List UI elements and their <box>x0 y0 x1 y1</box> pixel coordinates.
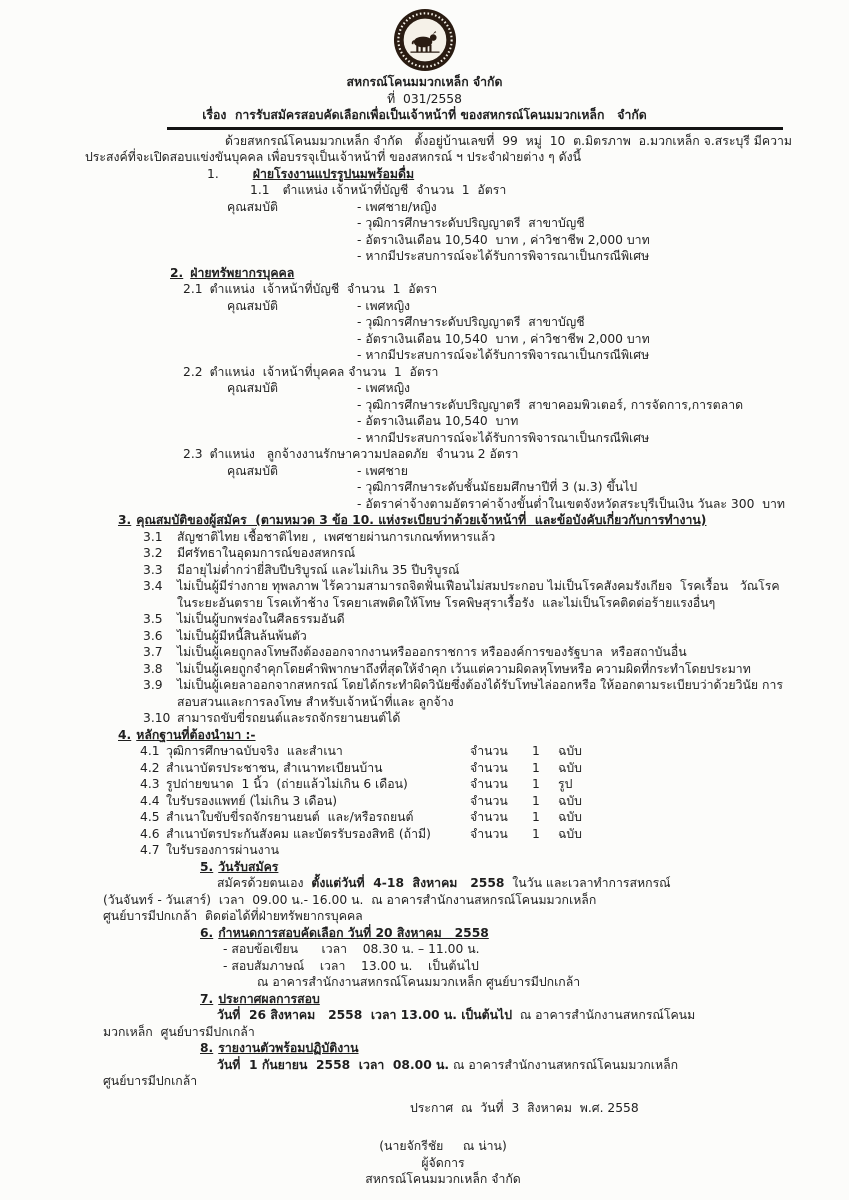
item-text: สามารถขับขี่รถยนต์และรถจักรยานยนต์ได้ <box>177 711 401 725</box>
application-hours-line: (วันจันทร์ - วันเสาร์) เวลา 09.00 น.- 16.00 น. ณ อาคารสำนักงานสหกรณ์โคนมมวกเหล็ก <box>103 892 597 907</box>
report-location-line: ศูนย์บารมีปกเกล้า <box>103 1074 198 1088</box>
item-number: 4.3 <box>140 777 160 791</box>
qualification-item: - หากมีประสบการณ์จะได้รับการพิจารณาเป็นกรณีพิเศษ <box>357 430 650 445</box>
item-text: สำเนาใบขับขี่รถจักรยานยนต์ และ/หรือรถยนต์ <box>166 810 414 824</box>
section-7-title: ประกาศผลการสอบ <box>218 991 320 1006</box>
item-number: 3.1 <box>143 529 163 544</box>
item-number: 4.6 <box>140 826 160 841</box>
item-text: ไม่เป็นผู้บกพร่องในศีลธรรมอันดี <box>177 612 345 626</box>
position-number: 2.3 <box>183 447 203 461</box>
item-number: 3.5 <box>143 612 163 626</box>
quantity-value: 1 <box>532 744 540 758</box>
item-number: 3.8 <box>143 661 163 676</box>
quantity-label: จำนวน <box>470 810 508 824</box>
item-number: 3.3 <box>143 562 163 577</box>
item-text: มีอายุไม่ต่ำกว่ายี่สิบปีบริบูรณ์ และไม่เกิน 35 ปีบริบูรณ์ <box>177 562 460 577</box>
quantity-value: 1 <box>532 826 540 841</box>
applicant-requirement <box>143 611 849 628</box>
item-number: 4.4 <box>140 793 160 808</box>
section-3-number: 3. <box>118 513 132 527</box>
item-number: 3.7 <box>143 645 163 659</box>
item-text: มีศรัทธาในอุดมการณ์ของสหกรณ์ <box>177 546 356 560</box>
text-run: ณ อาคารสำนักงานสหกรณ์โคนม <box>512 1008 696 1022</box>
position-2-2-qualifications <box>0 380 849 446</box>
signer-name: (นายจักรีชัย ณ น่าน) <box>379 1139 507 1153</box>
section-1-title: ฝ่ายโรงงานแปรรูปนมพร้อมดื่ม <box>252 166 415 181</box>
signer-organization: สหกรณ์โคนมมวกเหล็ก จำกัด <box>365 1172 521 1186</box>
section-7-number: 7. <box>200 991 214 1006</box>
position-number: 2.1 <box>183 282 203 296</box>
section-6-title: กำหนดการสอบคัดเลือก วันที่ 20 สิงหาคม 2558 <box>218 925 489 940</box>
qualification-label: คุณสมบัติ <box>227 199 279 214</box>
qualification-item: - เพศชาย/หญิง <box>357 199 437 214</box>
applicant-requirement <box>143 578 849 611</box>
quantity-label: จำนวน <box>470 826 508 841</box>
qualification-item: - อัตราค่าจ้างตามอัตราค่าจ้างขั้นต่ำในเขตจังหวัดสระบุรีเป็นเงิน วันละ 300 บาท <box>357 496 786 511</box>
cow-seal-icon <box>393 8 457 72</box>
position-number: 1.1 <box>250 183 270 197</box>
signature-block <box>318 1138 568 1188</box>
qualification-item: - อัตราเงินเดือน 10,540 บาท <box>357 414 519 428</box>
qualification-item: - หากมีประสบการณ์จะได้รับการพิจารณาเป็นกรณีพิเศษ <box>357 348 650 362</box>
section-1-number: 1. <box>207 166 219 181</box>
section-6-heading <box>200 925 849 942</box>
text-run: ในวัน และเวลาทำการสหกรณ์ <box>504 876 671 890</box>
item-number: 4.7 <box>140 843 160 857</box>
required-document-row <box>140 760 849 777</box>
qualification-item: - เพศหญิง <box>357 298 411 313</box>
item-text: สัญชาติไทย เชื้อชาติไทย , เพศชายผ่านการเกณฑ์ทหารแล้ว <box>177 529 496 544</box>
position-2-1-line <box>183 281 849 298</box>
item-text: ใบรับรองแพทย์ (ไม่เกิน 3 เดือน) <box>166 793 338 808</box>
position-title: ตำแหน่ง เจ้าหน้าที่บัญชี จำนวน 1 อัตรา <box>282 183 507 197</box>
item-number: 3.2 <box>143 546 163 560</box>
item-number: 4.1 <box>140 744 160 758</box>
item-text: สำเนาบัตรประชาชน, สำเนาทะเบียนบ้าน <box>166 760 383 775</box>
section-5-title: วันรับสมัคร <box>218 859 279 874</box>
item-text: ไม่เป็นผู้เคยถูกลงโทษถึงต้องออกจากงานหรือออกราชการ หรือองค์การของรัฐบาล หรือสถาบันอื่น <box>177 645 687 659</box>
qualification-item: - อัตราเงินเดือน 10,540 บาท , ค่าวิชาชีพ 2,000 บาท <box>357 331 650 346</box>
quantity-label: จำนวน <box>470 777 508 791</box>
required-document-row <box>140 793 849 810</box>
section-5-heading <box>200 859 849 876</box>
required-document-row <box>140 842 849 859</box>
quantity-unit: ฉบับ <box>558 744 582 758</box>
section-2-title: ฝ่ายทรัพยากรบุคคล <box>190 265 295 280</box>
exam-location-line: ณ อาคารสำนักงานสหกรณ์โคนมมวกเหล็ก ศูนย์บารมีปกเกล้า <box>257 975 581 989</box>
required-document-row <box>140 743 849 760</box>
qualification-item: - เพศหญิง <box>357 381 411 395</box>
section-7-heading <box>200 991 849 1008</box>
position-title: ตำแหน่ง เจ้าหน้าที่บุคคล จำนวน 1 อัตรา <box>209 364 439 379</box>
qualification-item: - วุฒิการศึกษาระดับปริญญาตรี สาขาบัญชี <box>357 216 585 230</box>
item-text: รูปถ่ายขนาด 1 นิ้ว (ถ่ายแล้วไม่เกิน 6 เดือน) <box>166 777 408 791</box>
qualification-label: คุณสมบัติ <box>227 463 279 478</box>
quantity-label <box>470 842 532 859</box>
text-run-bold: วันที่ 1 กันยายน 2558 เวลา 08.00 น. <box>217 1057 450 1072</box>
qualification-label: คุณสมบัติ <box>227 298 279 313</box>
qualification-item: - หากมีประสบการณ์จะได้รับการพิจารณาเป็นกรณีพิเศษ <box>357 249 650 263</box>
position-2-1-qualifications <box>0 298 849 364</box>
section-8-heading <box>200 1040 849 1057</box>
item-text: ไม่เป็นผู้มีร่างกาย ทุพลภาพ ไร้ความสามารถจิตฟั่นเฟือนไม่สมประกอบ ไม่เป็นโรคสังคมรังเกียจ โรคเรื้อน วัณโรคในระยะอันตราย โรคเท้าช้าง โรคยาเสพติดให้โทษ โรคพิษสุราเรื้อรัง และไม่เป็นโรคติดต่อร้ายแรงอื่นๆ <box>177 579 780 610</box>
section-4-number: 4. <box>118 727 132 742</box>
applicant-requirement <box>143 628 849 645</box>
item-number: 3.4 <box>143 579 163 593</box>
quantity-label: จำนวน <box>470 793 508 808</box>
item-number: 3.6 <box>143 628 163 643</box>
position-1-1-qualifications <box>0 199 849 265</box>
section-3-title: คุณสมบัติของผู้สมัคร (ตามหมวด 3 ข้อ 10. แห่งระเบียบว่าด้วยเจ้าหน้าที่ และข้อบังคับเกี่ยวกับการทำงาน) <box>136 513 707 527</box>
quantity-value: 1 <box>532 760 540 775</box>
item-number: 4.2 <box>140 760 160 775</box>
applicant-requirement <box>143 661 849 678</box>
exam-schedule-item: - สอบสัมภาษณ์ เวลา 13.00 น. เป็นต้นไป <box>223 958 479 973</box>
section-8-title: รายงานตัวพร้อมปฏิบัติงาน <box>218 1041 359 1055</box>
quantity-unit: ฉบับ <box>558 810 582 824</box>
applicant-requirement <box>143 529 849 546</box>
section-2-number: 2. <box>170 265 184 280</box>
quantity-unit: ฉบับ <box>558 793 582 808</box>
required-document-row <box>140 809 849 826</box>
qualification-label: คุณสมบัติ <box>227 381 279 395</box>
item-text: ไม่เป็นผู้เคยลาออกจากสหกรณ์ โดยได้กระทำผิดวินัยซึ่งต้องได้รับโทษไล่ออกหรือ ให้ออกตามระเบียบว่าด้วยวินัย การสอบสวนและการลงโทษ สำหรับเจ้าหน้าที่และ ลูกจ้าง <box>177 678 783 709</box>
quantity-unit: ฉบับ <box>558 760 582 775</box>
qualification-item: - เพศชาย <box>357 463 408 478</box>
position-2-3-qualifications <box>0 463 849 513</box>
application-period-line <box>217 875 849 892</box>
item-text: สำเนาบัตรประกันสังคม และบัตรรับรองสิทธิ (ถ้ามี) <box>166 826 431 841</box>
applicant-requirement <box>143 710 849 727</box>
section-8-number: 8. <box>200 1041 214 1055</box>
intro-paragraph: ด้วยสหกรณ์โคนมมวกเหล็ก จำกัด ตั้งอยู่บ้านเลขที่ 99 หมู่ 10 ต.มิตรภาพ อ.มวกเหล็ก จ.สระบุรี มีความประสงค์ที่จะเปิดสอบแข่งขันบุคคล เพื่อบรรจุเป็นเจ้าหน้าที่ ของสหกรณ์ ฯ ประจำฝ่ายต่าง ๆ ดังนี้ <box>85 133 793 164</box>
position-number: 2.2 <box>183 364 203 379</box>
item-number: 3.9 <box>143 678 163 692</box>
qualification-item: - อัตราเงินเดือน 10,540 บาท , ค่าวิชาชีพ 2,000 บาท <box>357 232 650 247</box>
text-run-bold: ตั้งแต่วันที่ 4-18 สิงหาคม 2558 <box>311 876 505 890</box>
doc-number: ที่ 031/2558 <box>387 91 462 106</box>
applicant-requirement <box>143 677 849 710</box>
report-duty-line <box>217 1057 849 1074</box>
quantity-unit: ฉบับ <box>558 826 582 841</box>
section-4-title: หลักฐานที่ต้องนำมา :- <box>136 727 256 742</box>
quantity-unit: รูป <box>558 777 573 791</box>
quantity-value <box>532 842 558 859</box>
qualification-item: - วุฒิการศึกษาระดับปริญญาตรี สาขาบัญชี <box>357 315 585 329</box>
application-contact-line: ศูนย์บารมีปกเกล้า ติดต่อได้ที่ฝ่ายทรัพยากรบุคคล <box>103 909 363 923</box>
position-1-1-line <box>250 182 849 199</box>
required-document-row <box>140 776 849 793</box>
section-4-heading <box>118 727 849 744</box>
exam-schedule-item: - สอบข้อเขียน เวลา 08.30 น. – 11.00 น. <box>223 942 480 956</box>
position-title: ตำแหน่ง เจ้าหน้าที่บัญชี จำนวน 1 อัตรา <box>209 282 438 296</box>
item-text: ไม่เป็นผู้เคยถูกจำคุกโดยคำพิพากษาถึงที่สุดให้จำคุก เว้นแต่ความผิดลหุโทษหรือ ความผิดที่กระทำโดยประมาท <box>177 661 751 676</box>
qualification-item: - วุฒิการศึกษาระดับปริญญาตรี สาขาคอมพิวเตอร์, การจัดการ,การตลาด <box>357 397 744 412</box>
announcement-date-line: ประกาศ ณ วันที่ 3 สิงหาคม พ.ศ. 2558 <box>410 1100 639 1115</box>
quantity-label: จำนวน <box>470 744 508 758</box>
text-run: ณ อาคารสำนักงานสหกรณ์โคนมมวกเหล็ก <box>449 1057 679 1072</box>
section-1-heading <box>207 166 849 183</box>
quantity-value: 1 <box>532 777 540 791</box>
section-5-number: 5. <box>200 859 214 874</box>
item-number: 4.5 <box>140 810 160 824</box>
item-text: วุฒิการศึกษาฉบับจริง และสำเนา <box>166 744 343 758</box>
quantity-value: 1 <box>532 810 540 824</box>
divider-line <box>167 127 783 130</box>
required-document-row <box>140 826 849 843</box>
signer-title: ผู้จัดการ <box>421 1155 465 1170</box>
position-2-2-line <box>183 364 849 381</box>
applicant-requirement <box>143 562 849 579</box>
section-6-number: 6. <box>200 925 214 940</box>
subject-line: เรื่อง การรับสมัครสอบคัดเลือกเพื่อเป็นเจ้าหน้าที่ ของสหกรณ์โคนมมวกเหล็ก จำกัด <box>202 108 647 122</box>
item-text: ไม่เป็นผู้มีหนี้สินล้นพ้นตัว <box>177 628 307 643</box>
quantity-value: 1 <box>532 793 540 808</box>
position-title: ตำแหน่ง ลูกจ้างงานรักษาความปลอดภัย จำนวน 2 อัตรา <box>209 447 519 461</box>
org-name: สหกรณ์โคนมมวกเหล็ก จำกัด <box>346 75 503 89</box>
applicant-requirement <box>143 545 849 562</box>
section-3-heading <box>118 512 849 529</box>
item-text: ใบรับรองการผ่านงาน <box>166 843 280 857</box>
result-location-line: มวกเหล็ก ศูนย์บารมีปกเกล้า <box>103 1024 255 1039</box>
qualification-item: - วุฒิการศึกษาระดับชั้นมัธยมศึกษาปีที่ 3 (ม.3) ขึ้นไป <box>357 480 638 494</box>
result-announcement-line <box>217 1007 849 1024</box>
text-run: สมัครด้วยตนเอง <box>217 876 312 890</box>
item-number: 3.10 <box>143 711 171 725</box>
applicant-requirement <box>143 644 849 661</box>
section-2-heading <box>170 265 849 282</box>
quantity-label: จำนวน <box>470 760 508 775</box>
position-2-3-line <box>183 446 849 463</box>
text-run-bold: วันที่ 26 สิงหาคม 2558 เวลา 13.00 น. เป็นต้นไป <box>217 1008 513 1022</box>
